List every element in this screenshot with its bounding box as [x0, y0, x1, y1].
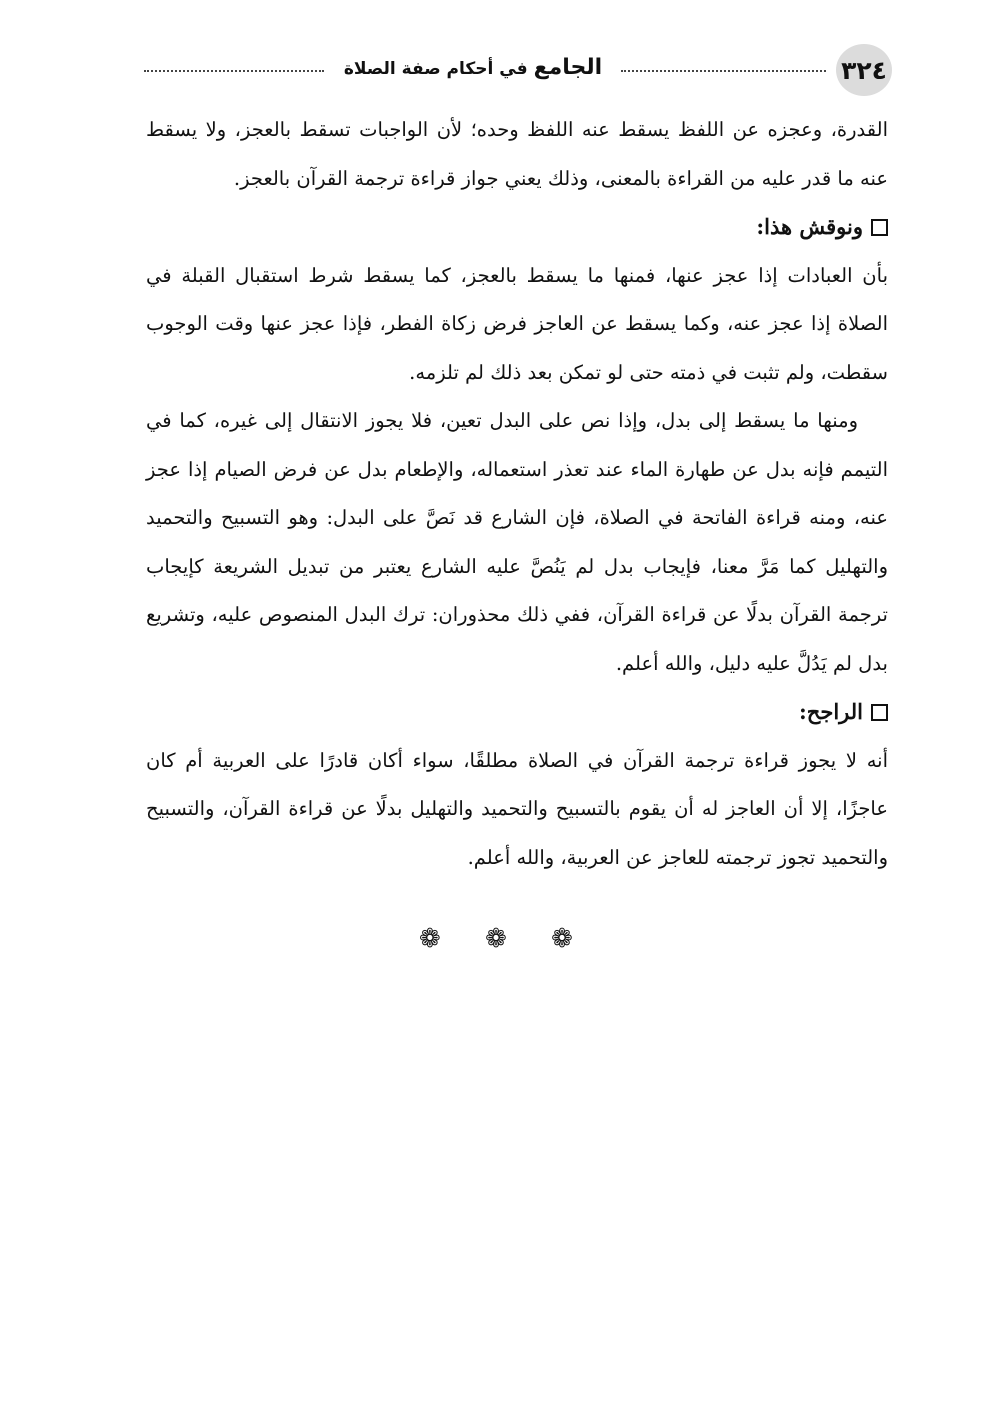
checkbox-bullet-icon — [871, 219, 888, 236]
checkbox-bullet-icon — [871, 704, 888, 721]
running-title-main: الجامع — [533, 55, 603, 80]
page-header — [144, 44, 892, 98]
heading-discussion — [146, 203, 888, 252]
running-title — [334, 50, 612, 87]
heading-preferred-view-label: الراجح: — [799, 699, 863, 724]
heading-preferred-view — [146, 688, 888, 737]
flower-ornament-icon: ❁ — [485, 924, 519, 954]
running-title-rest: أحكام صفة الصلاة — [343, 59, 494, 79]
running-title-fi: في — [499, 59, 528, 79]
section-end-ornaments — [0, 924, 1004, 954]
header-dotted-rule-left — [144, 70, 324, 72]
flower-ornament-icon: ❁ — [551, 924, 585, 954]
heading-discussion-label: ونوقش هذا: — [756, 214, 863, 239]
header-dotted-rule-right — [621, 70, 826, 72]
paragraph-substitute: ومنها ما يسقط إلى بدل، وإذا نص على البدل تعين، فلا يجوز الانتقال إلى غيره، كما في التيمم فإنه بدل عن طهارة الماء عند تعذر استعماله، والإطعام بدل عن فرض الصيام إذا عجز عنه، ومنه قراءة الفاتحة في الصلاة، فإن الشارع قد نَصَّ على البدل: وهو التسبيح والتحميد والتهليل كما مَرَّ معنا، فإيجاب بدل لم يَنُصَّ عليه الشارع يعتبر من تبديل الشريعة كإيجاب ترجمة القرآن بدلًا عن قراءة القرآن، ففي ذلك محذوران: ترك البدل المنصوص عليه، وتشريع بدل لم يَدُلَّ عليه دليل، والله أعلم. — [146, 409, 888, 675]
page-number: ٣٢٤ — [836, 44, 892, 96]
page-body — [146, 106, 888, 882]
paragraph-argument: القدرة، وعجزه عن اللفظ يسقط عنه اللفظ وحده؛ لأن الواجبات تسقط بالعجز، ولا يسقط عنه ما قدر عليه من القراءة بالمعنى، وذلك يعني جواز قراءة ترجمة القرآن بالعجز. — [146, 118, 888, 190]
paragraph-rebuttal: بأن العبادات إذا عجز عنها، فمنها ما يسقط بالعجز، كما يسقط شرط استقبال القبلة في الصلاة إذا عجز عنه، وكما يسقط عن العاجز فرض زكاة الفطر، فإذا عجز عنها وقت الوجوب سقطت، ولم تثبت في ذمته حتى لو تمكن بعد ذلك لم تلزمه. — [146, 263, 888, 384]
paragraph-conclusion: أنه لا يجوز قراءة ترجمة القرآن في الصلاة مطلقًا، سواء أكان قادرًا على العربية أم كان عاجزًا، إلا أن العاجز له أن يقوم بالتسبيح والتحميد والتهليل بدلًا عن قراءة القرآن، والتسبيح والتحميد تجوز ترجمته للعاجز عن العربية، والله أعلم. — [146, 748, 888, 869]
flower-ornament-icon: ❁ — [419, 924, 453, 954]
